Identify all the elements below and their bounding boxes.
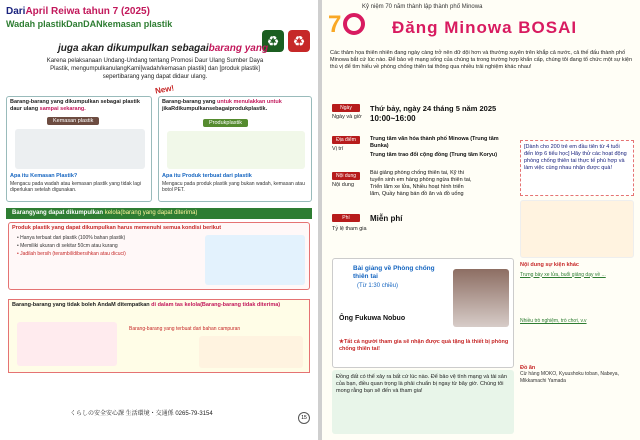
other-events-title: Nội dung sự kiện khác [520,262,579,268]
lecture-box [332,258,514,368]
mixed-material-note: Barang-barang yang terbuat dari bahan campuran [129,326,241,332]
header-line2: Wadah plastikDanDANkemasan plastik [6,19,173,29]
condition-1: • Hanya terbuat dari plastik (100% bahan plastik) [17,235,126,241]
other-events [520,262,634,384]
food-text: Cừ hàng MOKO, Kyuushoku toban, Nabeya, Mikkamachi Yamada [520,371,619,384]
q2: Apa itu Produk terbuat dari plastik [162,173,252,179]
box1-title: Barang-barang yang dikumpulkan sebagai plastik daur ulang sampai sekarang. [10,99,140,112]
header-line1: DariApril Reiwa tahun 7 (2025) [6,6,150,17]
other-events-sub1: Trưng bày xe lửa, buổi giảng dạy về ... [520,271,606,278]
box2-title: Barang-barang yang untuk menulakkan untuk jikaRdikumpulkansebagaiprodukplastik. [162,99,282,112]
date-label: Ngày [332,104,360,112]
svg-text:7: 7 [328,11,342,38]
closing-message: Đồng đất có thể xảy ra bất cứ lúc nào. Để bảo vệ tính mạng và tài sản của bạn, điều quan trọng là phải chuẩn bị ngay từ bây giờ. Chúng tôi mong rằng bạn sẽ đến và tham gia! [332,370,514,434]
place-value-1: Trung tâm văn hóa thành phố Minowa (Trung tâm Bunka) [370,136,499,149]
conditions-title: Produk plastik yang dapat dikumpulkan harus memenuhi semua kondisi berikut [12,225,222,231]
star-icon: ★ [339,339,344,345]
lecture-title: Bài giảng về Phòng chống thiên tai [353,265,435,280]
fee-label: Phí [332,214,360,222]
anniversary-line: Kỷ niệm 70 năm thành lập thành phố Minowa [362,4,483,10]
date-sub: Ngày và giờ [332,114,362,120]
other-events-sub2: Nhiều trò nghiệm, trò chơi, v.v [520,318,587,324]
date-value: Thứ bảy, ngày 24 tháng 5 năm 2025 [370,104,497,113]
time-value: 10:00~16:00 [370,114,416,123]
condition-2: • Memiliki ukuran di sekitar 50cm atau kurang [17,243,118,249]
activity-illustration [520,200,634,258]
anniversary-70-logo [326,6,366,40]
recycle-icon: ♻ [262,30,284,52]
content-label: Nội dung [332,172,360,180]
place-sub: Vị trí [332,146,344,152]
food-title: Đồ ăn [520,364,536,371]
not-accepted-title: Barang-barang yang tidak boleh AndaM ditempatkan di dalam tas kelola(Barang-barang tidak diterima) [12,302,281,308]
not-accepted-image [17,322,117,366]
conditions-box [8,222,310,290]
q1-text: Mengacu pada wadah atau kemasan plastik yang tidak lagi diperlukan setelah digunakan. [10,181,141,193]
event-intro: Các thảm họa thiên nhiên đang ngày càng trở nên dữ dội hơn và thường xuyên trên khắp cả nước, cả thế đấu thành phố Minowa bắt cứ lúc nào. Để bảo vệ mạng sống của chúng ta trong trường hợp khẩn cấp, chúng tôi đang tổ chức một sự kiện thú vị để tìm hiểu về phòng chống thiên tai thông qua nhiều trải nghiệm khác nhau! [330,50,633,70]
box-existing [6,96,152,202]
speaker-photo [453,269,509,327]
plastic-packaging-image [15,129,145,169]
lecture-time: (Từ 1:30 chiều) [357,283,399,289]
place-value-2: Trung tâm trao đổi cộng đồng (Trung tâm Koryu) [370,152,498,158]
bucket-image [205,235,305,285]
not-accepted-box [8,299,310,373]
mixed-image [199,336,303,368]
kids-activity-box: [Dành cho 200 trẻ em đầu tiên từ 4 tuổi đến lớp 6 tiểu học] Hãy thử các hoạt động phòng chống thiên tai thực tế phù hợp và làm việc cùng nhau nhận được quà! [520,140,634,196]
place-label: Địa điểm [332,136,360,144]
fee-sub: Tỷ lệ tham gia [332,226,367,232]
q1: Apa itu Kemasan Plastik? [10,173,78,179]
box1-tag: Kemasan plastik [47,117,99,125]
new-badge: New! [154,83,175,96]
fee-value: Miễn phí [370,214,403,223]
condition-3: • Jadilah bersih (terambil/dibersihkan atau dicuci) [17,251,126,257]
box2-tag: Produkplastik [203,119,248,127]
recycle-icon-red: ♻ [288,30,310,52]
left-page [0,0,318,440]
event-title: Đăng Minowa BOSAI [392,18,578,37]
page-number: 15 [298,412,310,424]
lecture-speaker: Ông Fukuwa Nobuo [339,315,406,322]
plastic-products-image [167,131,305,169]
right-page [322,0,640,440]
header-line3: juga akan dikumpulkan sebagaibarang yang [58,43,269,54]
content-sub: Nội dung [332,182,355,188]
box-new [154,83,312,202]
collectable-bar: Barangyang dapat dikumpulkan kelola(barang yang dapat diterima) [6,208,312,219]
lecture-gift-note: ★Tất cả người tham gia sẽ nhận được quà tặng là thiết bị phòng chống thiên tai! [339,339,509,352]
content-value: Bài giảng phòng chống thiên tai, Kỹ thi tuyển sinh em hàng phòng ngừa thiên tai, Triển lãm xe lửa, Nhiều hoạt hình triển lãm, Quầy hàng bán đồ ăn và đồ uống [370,170,472,197]
q2-text: Mengacu pada produk plastik yang bukan wadah, kemasan atau botol PET. [162,181,305,193]
intro-text: Karena pelaksanaan Undang-Undang tentang Promosi Daur Ulang Sumber Daya Plastik, mengumpulkanulangKami[wadah/kemasan plastik] dan [produk plastik] sepertibarang yang dapat didaur ulang. [46,58,264,80]
footer: くらしの安全安心課 生活環境・交通係 0265-79-3154 [70,411,213,417]
